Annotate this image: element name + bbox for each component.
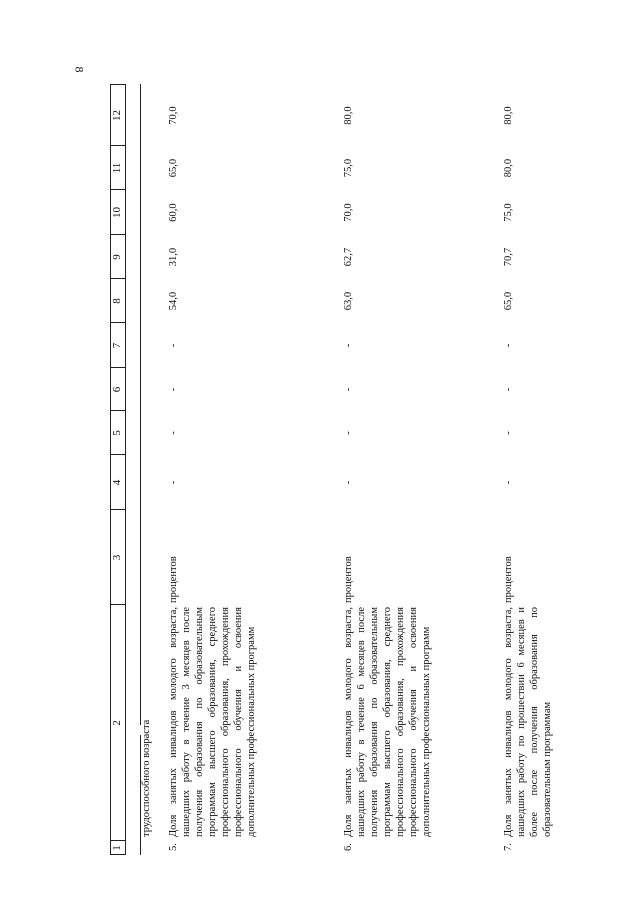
hdr-col-6: 6 — [111, 386, 123, 393]
row-5-col11: 65,0 — [168, 158, 179, 178]
row-7-col7: - — [503, 343, 514, 348]
hdr-col-10: 10 — [111, 207, 123, 218]
row-7-number: 7. — [503, 843, 514, 851]
row-6-col9: 62,7 — [343, 247, 354, 267]
row-7-unit: процентов — [503, 556, 514, 603]
row-5-col6: - — [168, 387, 179, 392]
row-7-col12: 80,0 — [503, 106, 514, 125]
row-6-col12: 80,0 — [343, 106, 354, 125]
hdr-col-7: 7 — [111, 342, 123, 349]
hdr-col-1: 1 — [111, 845, 123, 851]
row-5-description: Доля занятых инвалидов молодого возраста, нашедших работу в течение 3 месяцев после получения образования по образовательным программам высшего образования, среднего профессионального образования, прохождения профессионального обучения и освоения дополнительных профессиональных программ — [168, 607, 257, 837]
hdr-col-12: 12 — [111, 110, 123, 121]
indicator-table — [110, 84, 639, 855]
row-6-col8: 63,0 — [343, 291, 354, 311]
row-5-number: 5. — [168, 843, 179, 851]
row-5-col8: 54,0 — [168, 291, 179, 311]
row-6-unit: процентов — [343, 556, 354, 603]
row-5-col10: 60,0 — [168, 203, 179, 222]
row-6-col5: - — [343, 431, 354, 435]
row-5-col9: 31,0 — [168, 247, 179, 267]
row-5-col7: - — [168, 343, 179, 348]
carry-over-text: трудоспособного возраста — [141, 719, 152, 837]
row-5-col5: - — [168, 431, 179, 435]
row-6-col10: 70,0 — [343, 203, 354, 222]
hdr-col-5: 5 — [111, 430, 123, 436]
hdr-col-3: 3 — [111, 554, 123, 561]
row-6-col11: 75,0 — [343, 158, 354, 178]
row-6-number: 6. — [343, 843, 354, 851]
page-number: 8 — [72, 66, 87, 73]
row-7-col4: - — [503, 480, 514, 485]
row-7-col5: - — [503, 431, 514, 435]
hdr-col-4: 4 — [111, 479, 123, 486]
row-7-col6: - — [503, 387, 514, 392]
row-5-col4: - — [168, 480, 179, 485]
row-5-col12: 70,0 — [168, 106, 179, 125]
row-7-col8: 65,0 — [503, 291, 514, 311]
row-7-col11: 80,0 — [503, 158, 514, 178]
row-6-col7: - — [343, 343, 354, 348]
row-6-col4: - — [343, 480, 354, 485]
hdr-col-2: 2 — [111, 720, 123, 726]
hdr-col-8: 8 — [111, 298, 123, 304]
row-7-description: Доля занятых инвалидов молодого возраста, нашедших работу по прошествии 6 месяцев и более после получения образования по образовательным программам — [503, 607, 553, 837]
row-5-unit: процентов — [168, 556, 179, 603]
row-6-col6: - — [343, 387, 354, 392]
row-7-col9: 70,7 — [503, 247, 514, 267]
row-6-description: Доля занятых инвалидов молодого возраста, нашедших работу в течение 6 месяцев после получения образования по образовательным программам высшего образования, среднего профессионального образования, прохождения профессионального обучения и освоения дополнительных профессиональных программ — [343, 607, 432, 837]
row-7-col10: 75,0 — [503, 203, 514, 222]
hdr-col-11: 11 — [111, 162, 123, 174]
header-bottom-border — [125, 84, 126, 855]
hdr-col-9: 9 — [111, 254, 123, 260]
